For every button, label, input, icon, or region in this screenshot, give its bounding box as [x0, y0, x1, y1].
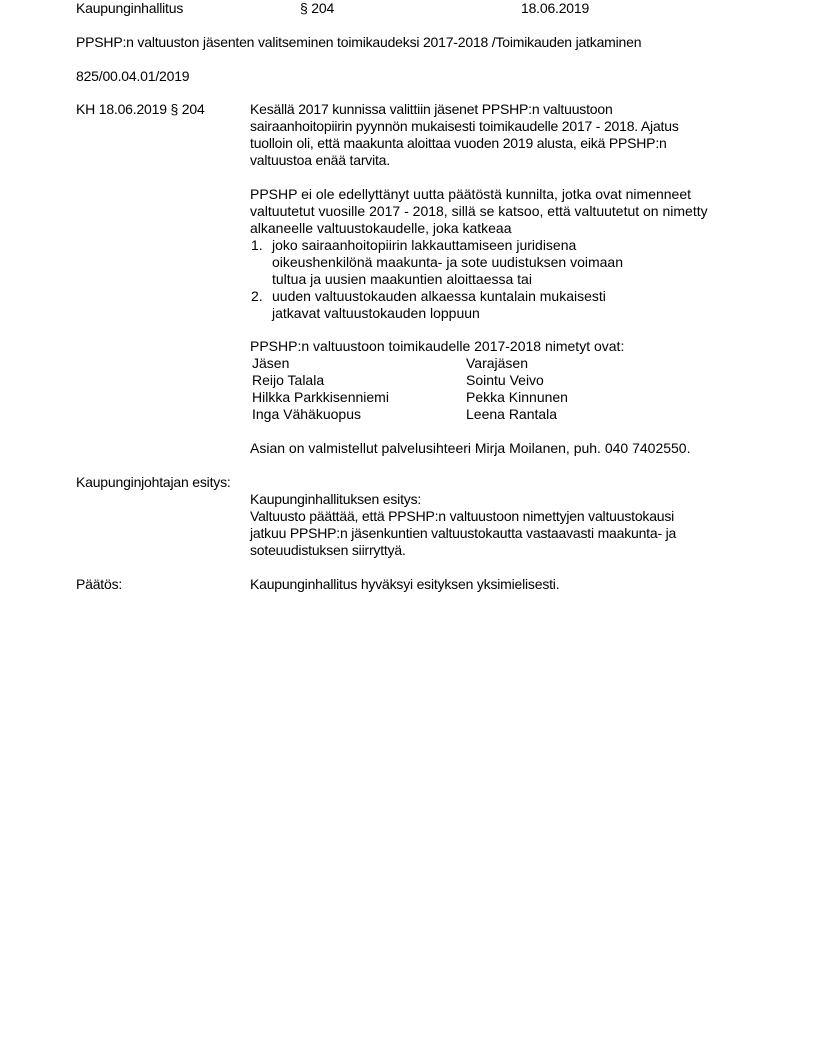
list-item — [250, 237, 740, 288]
proposal-line: jatkuu PPSHP:n jäsenkuntien valtuustokautta vastaavasti maakunta- ja — [250, 525, 677, 541]
list-item — [250, 288, 740, 322]
header-section: § 204 — [300, 0, 335, 16]
preparer-text: Asian on valmistellut palvelusihteeri Mirja Moilanen, puh. 040 7402550. — [250, 440, 691, 456]
header-body-name: Kaupunginhallitus — [76, 0, 184, 16]
proposal-text — [250, 491, 740, 559]
proposal-heading: Kaupunginhallituksen esitys: — [250, 491, 422, 507]
member-name: Reijo Talala — [252, 372, 325, 388]
deputy-name: Sointu Veivo — [466, 372, 544, 388]
list-line: uuden valtuustokauden alkaessa kuntalain mukaisesti — [272, 288, 606, 304]
deputy-name: Pekka Kinnunen — [466, 389, 568, 405]
member-name: Inga Vähäkuopus — [252, 406, 361, 422]
preparer-info — [250, 440, 740, 457]
members-intro: PPSHP:n valtuustoon toimikaudelle 2017-2018 nimetyt ovat: — [250, 338, 625, 354]
document-title: PPSHP:n valtuuston jäsenten valitseminen toimikaudeksi 2017-2018 /Toimikauden jatkaminen — [76, 34, 642, 50]
list-number: 1. — [251, 237, 263, 253]
decision-text: Kaupunginhallitus hyväksyi esityksen yksimielisesti. — [250, 576, 560, 592]
header-date: 18.06.2019 — [521, 0, 590, 16]
members-section — [250, 338, 740, 423]
paragraph-background — [250, 101, 740, 169]
proposal-label: Kaupunginjohtajan esitys: — [76, 474, 231, 490]
diary-number: 825/00.04.01/2019 — [76, 68, 190, 84]
proposal-line: soteuudistuksen siirryttyä. — [250, 542, 406, 558]
paragraph-line: valtuutetut vuosille 2017 - 2018, sillä se katsoo, että valtuutetut on nimetty — [250, 203, 708, 219]
members-table — [252, 355, 740, 423]
paragraph-term — [250, 186, 740, 322]
paragraph-line: tuolloin oli, että maakunta aloittaa vuoden 2019 alusta, eikä PPSHP:n — [250, 135, 667, 151]
list-line: joko sairaanhoitopiirin lakkauttamiseen juridisena — [272, 237, 577, 253]
paragraph-line: alkaneelle valtuustokaudelle, joka katkeaa — [250, 220, 512, 236]
paragraph-line: valtuustoa enää tarvita. — [250, 152, 390, 168]
kh-section-label: KH 18.06.2019 § 204 — [76, 101, 205, 117]
list-line: tultua ja uusien maakuntien aloittaessa tai — [272, 271, 532, 287]
decision-label: Päätös: — [76, 576, 123, 592]
list-line: jatkavat valtuustokauden loppuun — [272, 305, 480, 321]
deputy-name: Leena Rantala — [466, 406, 558, 422]
members-header-member: Jäsen — [252, 355, 290, 371]
paragraph-line: sairaanhoitopiirin pyynnön mukaisesti toimikaudelle 2017 - 2018. Ajatus — [250, 118, 679, 134]
list-line: oikeushenkilönä maakunta- ja sote uudistuksen voimaan — [272, 254, 623, 270]
member-name: Hilkka Parkkisenniemi — [252, 389, 389, 405]
paragraph-line: Kesällä 2017 kunnissa valittiin jäsenet PPSHP:n valtuustoon — [250, 101, 613, 117]
members-header-deputy: Varajäsen — [466, 355, 529, 371]
paragraph-line: PPSHP ei ole edellyttänyt uutta päätöstä kunnilta, jotka ovat nimenneet — [250, 186, 692, 202]
proposal-line: Valtuusto päättää, että PPSHP:n valtuustoon nimettyjen valtuustokausi — [250, 508, 675, 524]
list-number: 2. — [251, 288, 263, 304]
